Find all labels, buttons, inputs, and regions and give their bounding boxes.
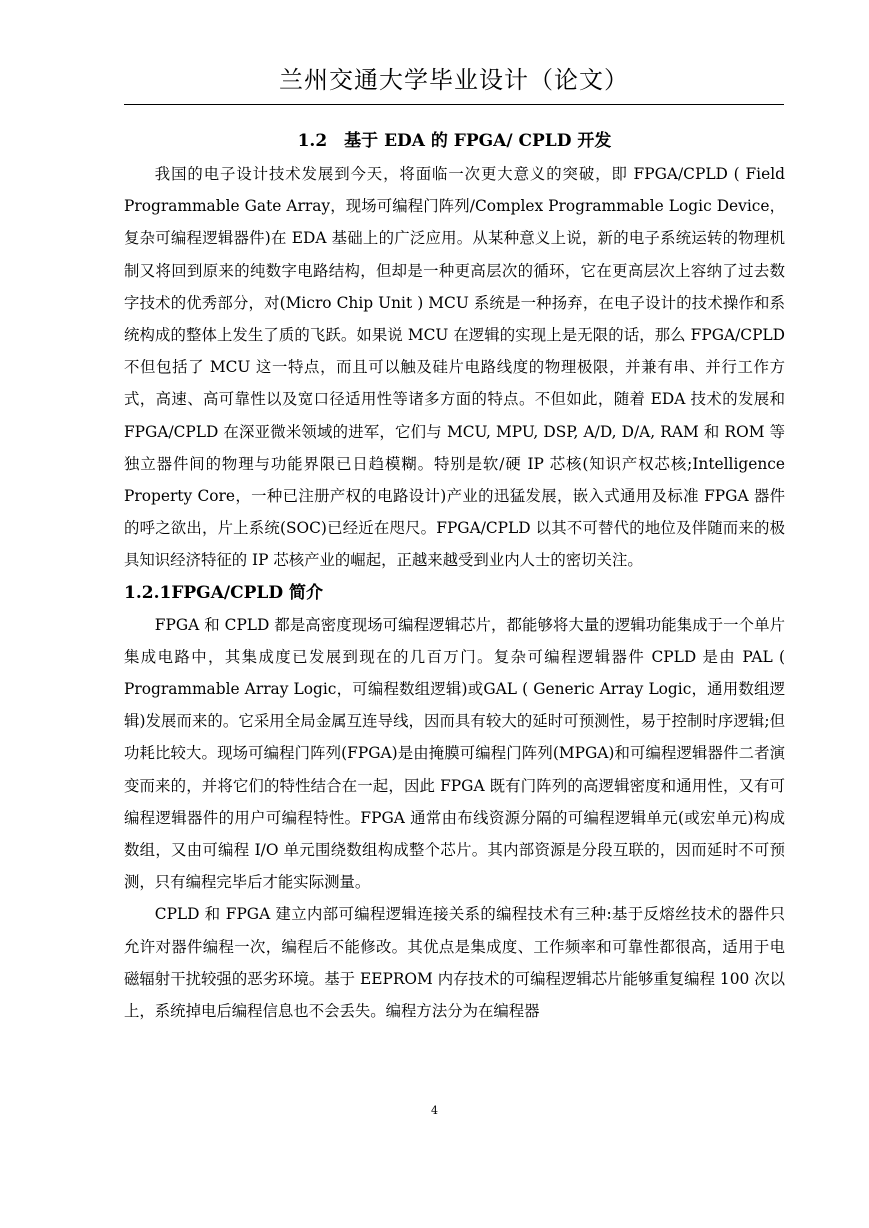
page-number: 4	[431, 1104, 438, 1117]
header-title: 兰州交通大学毕业设计（论文）	[279, 66, 629, 94]
page-header	[124, 64, 784, 105]
section-paragraph: 我国的电子设计技术发展到今天，将面临一次更大意义的突破，即 FPGA/CPLD ( Field Programmable Gate Array，现场可编程门阵列/Complex Programmable Logic Device，复杂可编程逻辑器件)在 EDA 基础上的广泛应用。从某种意义上说，新的电子系统运转的物理机制又将回到原来的纯数字电路结构，但却是一种更高层次的循环，它在更高层次上容纳了过去数字技术的优秀部分，对(Micro Chip Unit ) MCU 系统是一种扬弃，在电子设计的技术操作和系统构成的整体上发生了质的飞跃。如果说 MCU 在逻辑的实现上是无限的话，那么 FPGA/CPLD 不但包括了 MCU 这一特点，而且可以触及硅片电路线度的物理极限，并兼有串、并行工作方式，高速、高可靠性以及宽口径适用性等诸多方面的特点。不但如此，随着 EDA 技术的发展和 FPGA/CPLD 在深亚微米领域的进军，它们与 MCU, MPU, DSP, A/D, D/A, RAM 和 ROM 等独立器件间的物理与功能界限已日趋模糊。特别是软/硬 IP 芯核(知识产权芯核;Intelligence Property Core，一种已注册产权的电路设计)产业的迅猛发展，嵌入式通用及标准 FPGA 器件的呼之欲出，片上系统(SOC)已经近在咫尺。FPGA/CPLD 以其不可替代的地位及伴随而来的极具知识经济特征的 IP 芯核产业的崛起，正越来越受到业内人士的密切关注。	[124, 165, 785, 570]
section-heading: 1.2 基于 EDA 的 FPGA/ CPLD 开发	[297, 131, 612, 151]
subsection-paragraph: FPGA 和 CPLD 都是高密度现场可编程逻辑芯片，都能够将大量的逻辑功能集成于一个单片集成电路中，其集成度已发展到现在的几百万门。复杂可编程逻辑器件 CPLD 是由 PAL ( Programmable Array Logic，可编程数组逻辑)或GAL ( Generic Array Logic，通用数组逻辑)发展而来的。它采用全局金属互连导线，因而具有较大的延时可预测性，易于控制时序逻辑;但功耗比较大。现场可编程门阵列(FPGA)是由掩膜可编程门阵列(MPGA)和可编程逻辑器件二者演变而来的，并将它们的特性结合在一起，因此 FPGA 既有门阵列的高逻辑密度和通用性，又有可编程逻辑器件的用户可编程特性。FPGA 通常由布线资源分隔的可编程逻辑单元(或宏单元)构成数组，又由可编程 I/O 单元围绕数组构成整个芯片。其内部资源是分段互联的，因而延时不可预测，只有编程完毕后才能实际测量。	[124, 615, 785, 892]
subsection-paragraph: CPLD 和 FPGA 建立内部可编程逻辑连接关系的编程技术有三种:基于反熔丝技术的器件只允许对器件编程一次，编程后不能修改。其优点是集成度、工作频率和可靠性都很高，适用于电磁辐射干扰较强的恶劣环境。基于 EEPROM 内存技术的可编程逻辑芯片能够重复编程 100 次以上，系统掉电后编程信息也不会丢失。编程方法分为在编程器	[124, 905, 785, 1021]
document-body	[124, 124, 785, 1027]
subsection-heading: 1.2.1FPGA/CPLD 简介	[124, 582, 324, 603]
